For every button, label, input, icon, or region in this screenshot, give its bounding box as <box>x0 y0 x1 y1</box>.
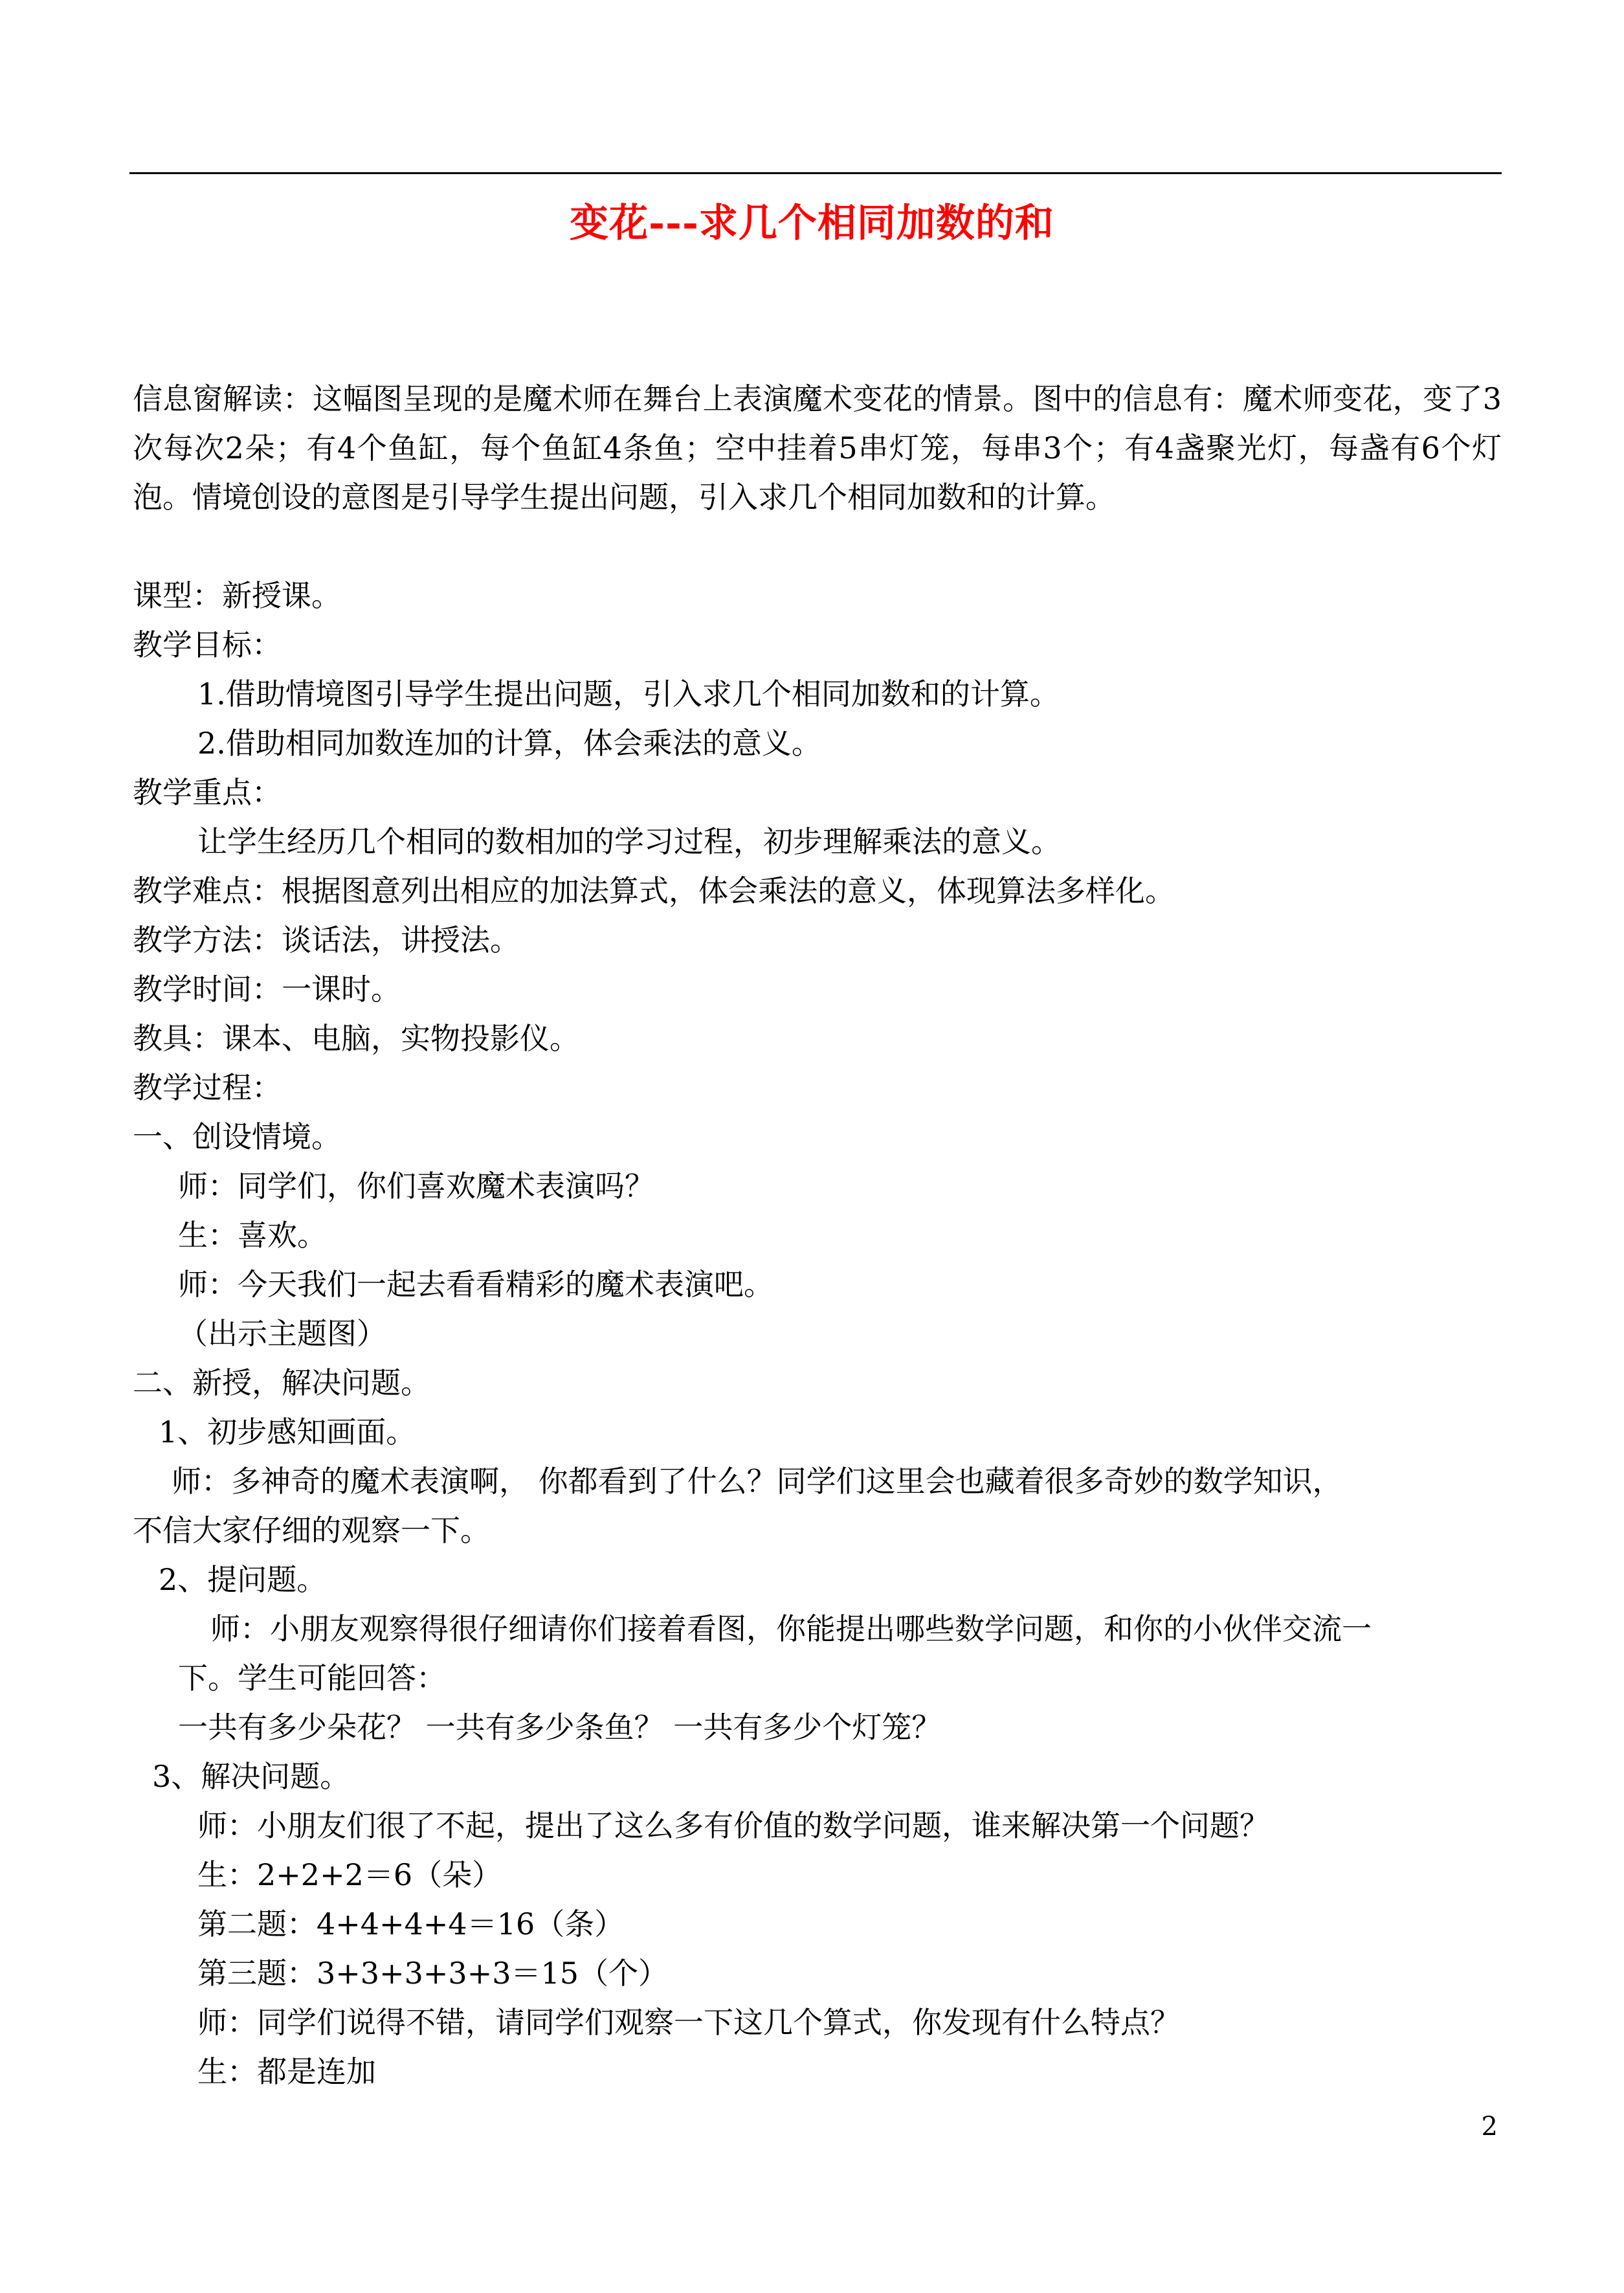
dialogue-line: 下。学生可能回答： <box>178 1661 446 1695</box>
key-point: 让学生经历几个相同的数相加的学习过程，初步理解乘法的意义。 <box>197 824 1061 859</box>
teaching-aids: 教具：课本、电脑，实物投影仪。 <box>133 1021 579 1056</box>
teaching-time: 教学时间：一课时。 <box>133 972 401 1007</box>
dialogue-line: 不信大家仔细的观察一下。 <box>133 1513 490 1548</box>
intro-paragraph: 信息窗解读：这幅图呈现的是魔术师在舞台上表演魔术变花的情景。图中的信息有：魔术师变花，变了3次每次2朵；有4个鱼缸，每个鱼缸4条鱼；空中挂着5串灯笼，每串3个；有4盏聚光灯，每盏有6个灯泡。情境创设的意图是引导学生提出问题，引入求几个相同加数和的计算。 <box>133 381 1502 515</box>
dialogue-line: 师：今天我们一起去看看精彩的魔术表演吧。 <box>178 1267 773 1302</box>
subsection-1: 1、初步感知画面。 <box>159 1415 416 1449</box>
lesson-type: 课型：新授课。 <box>133 578 341 613</box>
dialogue-line: 师：小朋友观察得很仔细请你们接着看图，你能提出哪些数学问题，和你的小伙伴交流一 <box>210 1611 1372 1646</box>
subsection-2: 2、提问题。 <box>159 1562 327 1597</box>
dialogue-line: 生：喜欢。 <box>178 1218 327 1253</box>
show-image-note: （出示主题图） <box>178 1316 386 1351</box>
student-questions: 一共有多少朵花？ 一共有多少条鱼？ 一共有多少个灯笼？ <box>178 1710 942 1745</box>
teaching-method: 教学方法：谈话法，讲授法。 <box>133 923 520 957</box>
equation-line: 第三题：3+3+3+3+3＝15（个） <box>197 1956 669 1991</box>
dialogue-line: 师：同学们，你们喜欢魔术表演吗？ <box>178 1169 654 1203</box>
equation-line: 生：2+2+2＝6（朵） <box>197 1857 502 1892</box>
section-2-heading: 二、新授，解决问题。 <box>133 1365 430 1400</box>
dialogue-line: 生：都是连加 <box>197 2054 376 2089</box>
section-1-heading: 一、创设情境。 <box>133 1119 341 1154</box>
equation-line: 第二题：4+4+4+4＝16（条） <box>197 1907 625 1941</box>
objective-2: 2.借助相同加数连加的计算，体会乘法的意义。 <box>197 726 821 761</box>
key-points-heading: 教学重点： <box>133 775 282 810</box>
document-title: 变花---求几个相同加数的和 <box>570 201 1054 246</box>
subsection-3: 3、解决问题。 <box>152 1759 350 1794</box>
dialogue-line: 师：多神奇的魔术表演啊， 你都看到了什么？同学们这里会也藏着很多奇妙的数学知识， <box>172 1464 1342 1499</box>
objective-1: 1.借助情境图引导学生提出问题，引入求几个相同加数和的计算。 <box>197 677 1060 711</box>
objectives-heading: 教学目标： <box>133 627 282 662</box>
dialogue-line: 师：同学们说得不错，请同学们观察一下这几个算式，你发现有什么特点？ <box>197 2005 1180 2040</box>
header-rule <box>129 172 1502 174</box>
process-heading: 教学过程： <box>133 1070 282 1105</box>
difficulty: 教学难点：根据图意列出相应的加法算式，体会乘法的意义，体现算法多样化。 <box>133 873 1175 908</box>
dialogue-line: 师：小朋友们很了不起，提出了这么多有价值的数学问题，谁来解决第一个问题？ <box>197 1808 1269 1843</box>
page-number: 2 <box>1481 2112 1498 2142</box>
